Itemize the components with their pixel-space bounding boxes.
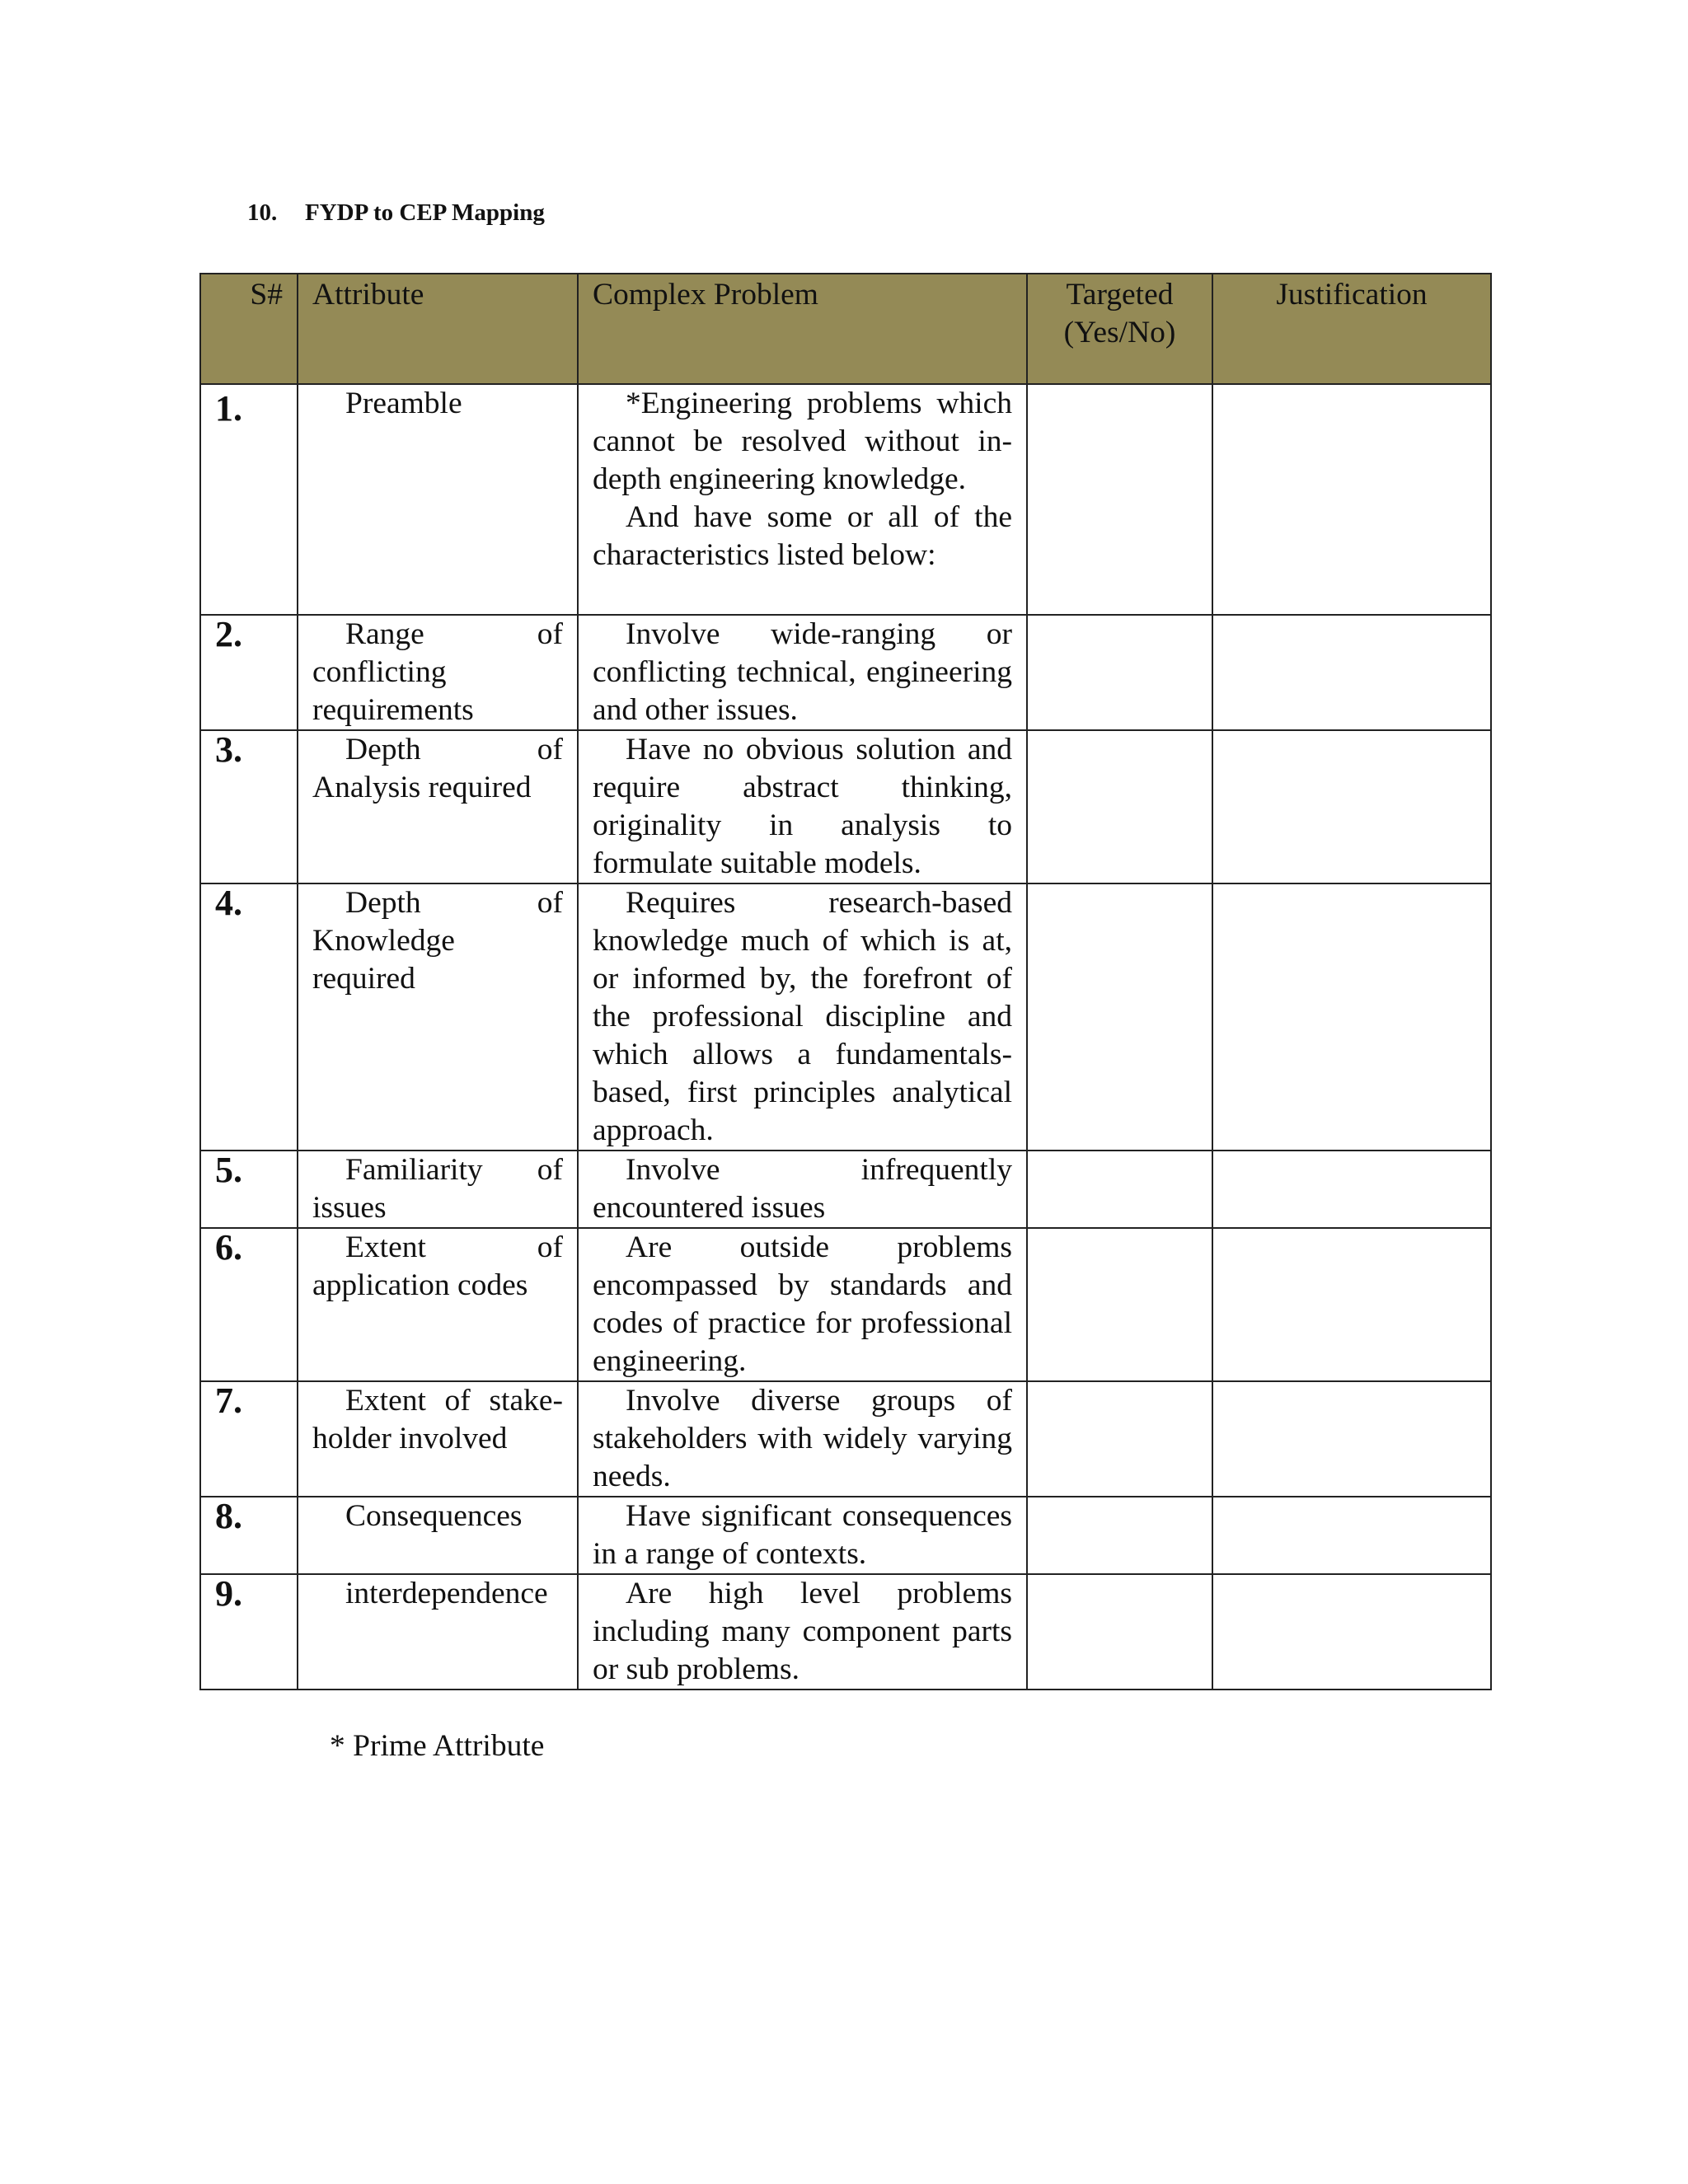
complex-problem-cell: Involve wide-ranging or conflicting technical, engineering and other issues. xyxy=(578,615,1027,730)
table-row xyxy=(200,1151,1491,1228)
complex-problem-cell: Are high level problems including many component parts or sub problems. xyxy=(578,1574,1027,1690)
header-sn: S# xyxy=(200,274,298,384)
complex-problem-cell xyxy=(578,384,1027,615)
complex-problem-cell: Have significant consequences in a range of contexts. xyxy=(578,1497,1027,1574)
attribute-cell: Consequences xyxy=(298,1497,578,1574)
table-row xyxy=(200,1381,1491,1497)
section-heading xyxy=(247,199,545,227)
justification-cell[interactable] xyxy=(1212,384,1491,615)
attribute-cell: Extent of application codes xyxy=(298,1228,578,1381)
complex-problem-cell: Involve infrequently encountered issues xyxy=(578,1151,1027,1228)
attribute-cell: Range of conflicting requirements xyxy=(298,615,578,730)
targeted-cell[interactable] xyxy=(1027,1228,1212,1381)
header-attribute: Attribute xyxy=(298,274,578,384)
section-title: FYDP to CEP Mapping xyxy=(305,199,545,226)
row-number: 5. xyxy=(200,1151,298,1228)
table-row xyxy=(200,730,1491,883)
header-targeted-line1: Targeted xyxy=(1066,278,1174,312)
targeted-cell[interactable] xyxy=(1027,1574,1212,1690)
justification-cell[interactable] xyxy=(1212,1574,1491,1690)
footnote-prime-attribute: * Prime Attribute xyxy=(330,1729,545,1763)
header-targeted xyxy=(1027,274,1212,384)
complex-problem-cell: Involve diverse groups of stakeholders with widely varying needs. xyxy=(578,1381,1027,1497)
attribute-cell: Depth of Knowledge required xyxy=(298,883,578,1151)
table-row xyxy=(200,883,1491,1151)
justification-cell[interactable] xyxy=(1212,1497,1491,1574)
header-justification: Justification xyxy=(1212,274,1491,384)
targeted-cell[interactable] xyxy=(1027,730,1212,883)
table-row xyxy=(200,1574,1491,1690)
complex-problem-paragraph-1: *Engineering problems which cannot be resolved without in-depth engineering knowledge. xyxy=(593,387,1012,496)
targeted-cell[interactable] xyxy=(1027,1497,1212,1574)
header-targeted-line2: (Yes/No) xyxy=(1063,316,1176,349)
justification-cell[interactable] xyxy=(1212,730,1491,883)
justification-cell[interactable] xyxy=(1212,1381,1491,1497)
targeted-cell[interactable] xyxy=(1027,1151,1212,1228)
table-row xyxy=(200,1228,1491,1381)
table-row xyxy=(200,1497,1491,1574)
attribute-cell: Extent of stake-holder involved xyxy=(298,1381,578,1497)
complex-problem-cell: Are outside problems encompassed by standards and codes of practice for professional engineering. xyxy=(578,1228,1027,1381)
header-complex-problem: Complex Problem xyxy=(578,274,1027,384)
justification-cell[interactable] xyxy=(1212,615,1491,730)
row-number: 9. xyxy=(200,1574,298,1690)
justification-cell[interactable] xyxy=(1212,1228,1491,1381)
targeted-cell[interactable] xyxy=(1027,883,1212,1151)
justification-cell[interactable] xyxy=(1212,883,1491,1151)
row-number: 6. xyxy=(200,1228,298,1381)
fydp-cep-mapping-table xyxy=(199,273,1492,1690)
complex-problem-cell: Requires research-based knowledge much of which is at, or informed by, the forefront of the professional discipline and which allows a fundamentals-based, first principles analytical approach. xyxy=(578,883,1027,1151)
attribute-cell: Familiarity of issues xyxy=(298,1151,578,1228)
table-row xyxy=(200,615,1491,730)
table-row xyxy=(200,384,1491,615)
row-number: 2. xyxy=(200,615,298,730)
complex-problem-cell: Have no obvious solution and require abstract thinking, originality in analysis to formulate suitable models. xyxy=(578,730,1027,883)
row-number: 4. xyxy=(200,883,298,1151)
section-number: 10. xyxy=(247,199,278,226)
table-header-row xyxy=(200,274,1491,384)
targeted-cell[interactable] xyxy=(1027,1381,1212,1497)
row-number: 1. xyxy=(200,384,298,615)
complex-problem-paragraph-2: And have some or all of the characteristics listed below: xyxy=(593,500,1012,572)
row-number: 3. xyxy=(200,730,298,883)
targeted-cell[interactable] xyxy=(1027,384,1212,615)
row-number: 8. xyxy=(200,1497,298,1574)
attribute-cell: Depth of Analysis required xyxy=(298,730,578,883)
row-number: 7. xyxy=(200,1381,298,1497)
justification-cell[interactable] xyxy=(1212,1151,1491,1228)
targeted-cell[interactable] xyxy=(1027,615,1212,730)
attribute-cell: Preamble xyxy=(298,384,578,615)
attribute-cell: interdependence xyxy=(298,1574,578,1690)
